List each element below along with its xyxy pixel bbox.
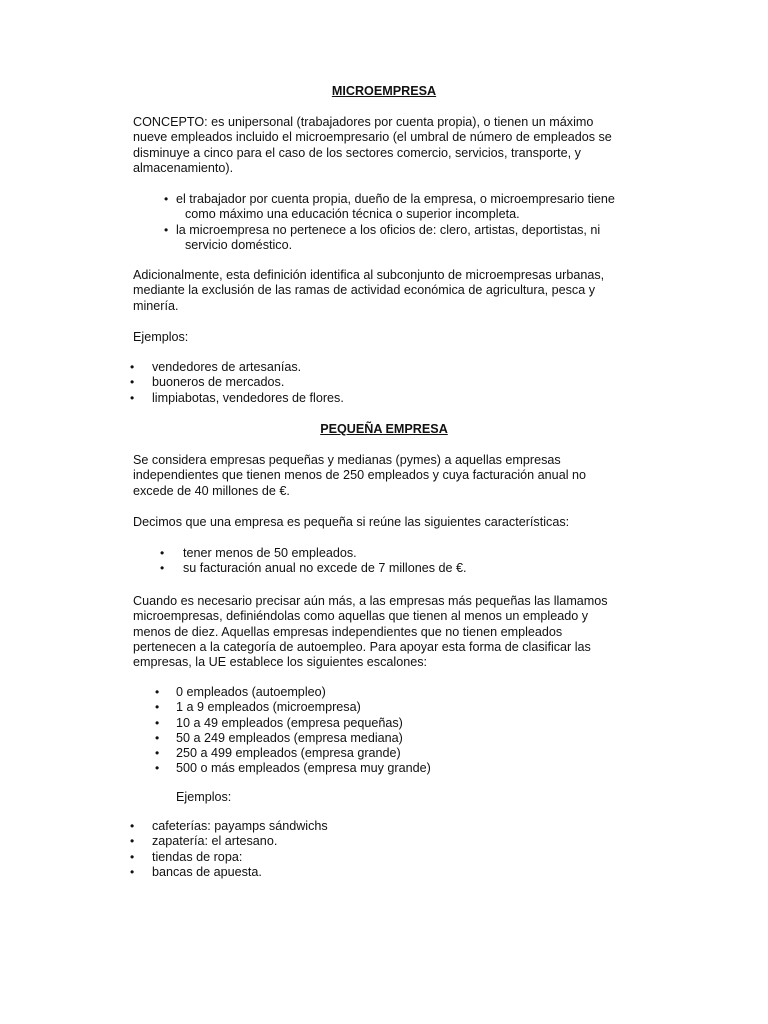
list-item <box>130 819 592 834</box>
list-item <box>130 849 592 865</box>
precision-paragraph <box>133 594 633 670</box>
list-item-text: tener menos de 50 empleados. <box>183 546 357 560</box>
examples-label: Ejemplos: <box>176 790 232 804</box>
bullet-icon: • <box>130 834 135 849</box>
list-item-text: cafeterías: payamps sándwichs <box>152 819 328 833</box>
list-item-text: 10 a 49 empleados (empresa pequeñas) <box>176 715 403 730</box>
bullet-icon: • <box>160 546 165 560</box>
bullet-icon: • <box>130 819 135 833</box>
list-item <box>155 700 616 715</box>
list-item-text: su facturación anual no excede de 7 millones de €. <box>183 561 467 576</box>
examples-list <box>130 360 592 406</box>
list-item-text: vendedores de artesanías. <box>152 360 302 374</box>
list-item-text: 50 a 249 empleados (empresa mediana) <box>176 730 403 745</box>
list-item-text: zapatería: el artesano. <box>152 834 278 849</box>
list-item-line: el trabajador por cuenta propia, dueño de la empresa, o microempresario tiene <box>176 192 615 206</box>
list-item <box>155 761 616 776</box>
text-line: almacenamiento). <box>133 160 234 175</box>
list-item-line: como máximo una educación técnica o superior incompleta. <box>185 207 520 222</box>
text-line: Se considera empresas pequeñas y medianas (pymes) a aquellas empresas <box>133 453 561 467</box>
tiers-list <box>155 685 616 777</box>
list-item-text: 0 empleados (autoempleo) <box>176 685 326 699</box>
list-item <box>164 192 636 223</box>
list-item <box>164 222 636 254</box>
text-line: independientes que tienen menos de 250 empleados y cuya facturación anual no <box>133 468 586 483</box>
list-item-text: tiendas de ropa: <box>152 849 243 864</box>
list-item <box>130 360 592 375</box>
concept-paragraph <box>133 115 623 176</box>
intro-paragraph <box>133 453 623 499</box>
text-line: Cuando es necesario precisar aún más, a las empresas más pequeñas las llamamos <box>133 594 608 608</box>
text-line: Adicionalmente, esta definición identifica al subconjunto de microempresas urbanas, <box>133 268 605 282</box>
concept-bullet-list <box>164 192 636 253</box>
examples-label: Ejemplos: <box>133 330 189 344</box>
list-item <box>155 746 616 761</box>
text-line: nueve empleados incluido el microempresario (el umbral de número de empleados se <box>133 130 612 145</box>
bullet-icon: • <box>160 561 165 576</box>
bullet-icon: • <box>130 360 135 374</box>
bullet-icon: • <box>130 390 135 405</box>
bullet-icon: • <box>155 715 160 730</box>
text-line: excede de 40 millones de €. <box>133 483 290 498</box>
examples-list <box>130 819 592 880</box>
list-item <box>130 834 592 849</box>
text-line: mediante la exclusión de las ramas de actividad económica de agricultura, pesca y <box>133 283 596 298</box>
bullet-icon: • <box>164 222 169 237</box>
list-item <box>155 685 616 700</box>
list-item-line: servicio doméstico. <box>185 237 293 252</box>
bullet-icon: • <box>130 849 135 864</box>
list-item <box>155 715 616 731</box>
bullet-icon: • <box>155 700 160 715</box>
list-item-text: 1 a 9 empleados (microempresa) <box>176 700 361 715</box>
text-line: disminuye a cinco para el caso de los sectores comercio, servicios, transporte, y <box>133 145 581 160</box>
list-item <box>160 546 623 561</box>
text-line: CONCEPTO: es unipersonal (trabajadores por cuenta propia), o tienen un máximo <box>133 115 594 129</box>
section-title-pequena-empresa: PEQUEÑA EMPRESA <box>320 422 448 436</box>
characteristics-intro: Decimos que una empresa es pequeña si reúne las siguientes características: <box>133 515 570 529</box>
characteristics-list <box>160 546 623 577</box>
text-line: minería. <box>133 298 179 313</box>
list-item-text: bancas de apuesta. <box>152 864 262 879</box>
section-title-microempresa: MICROEMPRESA <box>331 84 437 98</box>
bullet-icon: • <box>155 761 160 776</box>
list-item-line: la microempresa no pertenece a los oficios de: clero, artistas, deportistas, ni <box>176 222 601 237</box>
text-line: microempresas, definiéndolas como aquellas que tienen al menos un empleado y <box>133 609 589 624</box>
bullet-icon: • <box>130 375 135 390</box>
bullet-icon: • <box>130 864 135 879</box>
list-item-text: buoneros de mercados. <box>152 375 285 390</box>
list-item <box>130 390 592 406</box>
bullet-icon: • <box>155 685 160 699</box>
text-line: menos de diez. Aquellas empresas independientes que no tienen empleados <box>133 624 563 639</box>
list-item-text: 500 o más empleados (empresa muy grande) <box>176 761 431 776</box>
additional-paragraph <box>133 268 623 314</box>
list-item <box>155 730 616 746</box>
bullet-icon: • <box>164 192 169 206</box>
list-item <box>130 864 592 880</box>
bullet-icon: • <box>155 730 160 745</box>
list-item <box>160 561 623 576</box>
list-item-text: limpiabotas, vendedores de flores. <box>152 390 344 405</box>
list-item-text: 250 a 499 empleados (empresa grande) <box>176 746 401 761</box>
text-line: pertenecen a la categoría de autoempleo. Para apoyar esta forma de clasificar las <box>133 639 591 654</box>
text-line: empresas, la UE establece los siguientes escalones: <box>133 655 428 670</box>
list-item <box>130 375 592 390</box>
bullet-icon: • <box>155 746 160 761</box>
